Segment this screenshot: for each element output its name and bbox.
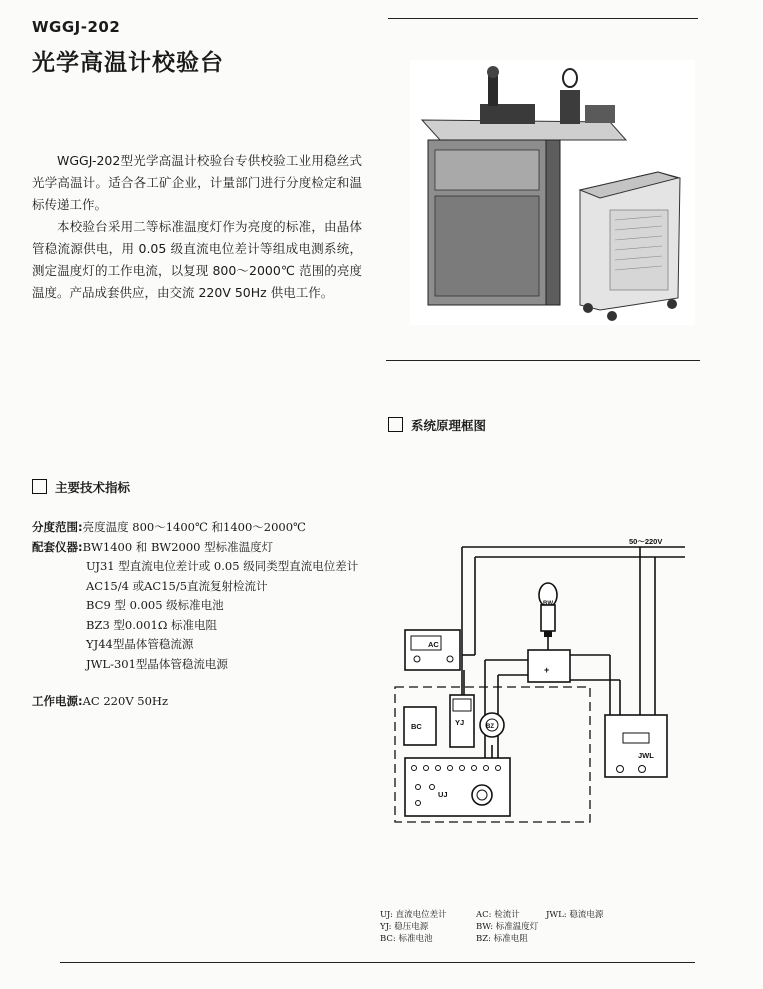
middle-rule — [386, 360, 700, 361]
legend-item: BC: 标准电池 — [380, 934, 433, 944]
description-paragraph-2: 本校验台采用二等标准温度灯作为亮度的标准，由晶体管稳流源供电，用 0.05 级直流电位差计等组成电测系统，测定温度灯的工作电流，以复现 800～2000℃ 范围的亮度温度。产品成套供应，由交流 220V 50Hz 供电工作。 — [32, 219, 362, 300]
checkbox-square-icon — [388, 417, 403, 432]
legend-item: BZ: 标准电阻 — [476, 934, 528, 944]
bw-label: BW — [543, 601, 553, 607]
diagram-heading — [388, 416, 486, 434]
legend-item: UJ: 直流电位差计 — [380, 910, 447, 920]
checkbox-square-icon — [32, 479, 47, 494]
spec-power-row — [32, 692, 362, 712]
diagram-legend — [380, 909, 700, 945]
spec-instruments-row — [32, 538, 362, 558]
product-photo — [410, 60, 695, 325]
supply-voltage-label: 50～220V — [629, 537, 663, 546]
specs-list — [32, 518, 362, 712]
legend-item — [546, 933, 656, 945]
spec-instrument-item: AC15/4 或AC15/5直流复射检流计 — [86, 578, 268, 593]
bottom-rule — [60, 962, 695, 963]
spec-instrument-item: BC9 型 0.005 级标准电池 — [86, 598, 224, 612]
uj-label: UJ — [438, 790, 448, 799]
ac-label: AC — [428, 640, 439, 649]
spec-instruments-label: 配套仪器: — [32, 539, 83, 554]
specs-heading-text: 主要技术指标 — [55, 480, 131, 495]
spec-instrument-item: BZ3 型0.001Ω 标准电阻 — [86, 617, 218, 632]
jwl-label: JWL — [638, 751, 654, 760]
spec-instrument-item: UJ31 型直流电位差计或 0.05 级同类型直流电位差计 — [86, 559, 359, 573]
spec-instrument-item: JWL-301型晶体管稳流电源 — [86, 656, 228, 671]
diagram-heading-text: 系统原理框图 — [411, 418, 487, 433]
spec-power-label: 工作电源: — [32, 694, 83, 708]
specs-heading — [32, 478, 130, 496]
spec-instrument-item: BW1400 和 BW2000 型标准温度灯 — [82, 539, 274, 554]
legend-item — [546, 921, 656, 933]
legend-item: BW: 标准温度灯 — [476, 922, 539, 932]
bz-element-label: BZ — [486, 724, 494, 730]
legend-item: JWL: 稳流电源 — [546, 910, 604, 920]
description-paragraph-1: WGGJ-202型光学高温计校验台专供校验工业用稳丝式光学高温计。适合各工矿企业，计量部门进行分度检定和温标传递工作。 — [32, 153, 362, 212]
yj-label: YJ — [455, 718, 465, 727]
spec-range-label: 分度范围: — [32, 520, 83, 534]
spec-range-row — [32, 518, 362, 538]
product-model: WGGJ-202 — [32, 18, 121, 36]
spec-power-value: AC 220V 50Hz — [82, 694, 169, 708]
spec-range-value: 亮度温度 800～1400℃ 和1400～2000℃ — [82, 520, 306, 534]
product-description — [32, 150, 362, 304]
spec-instrument-item: YJ44型晶体管稳流源 — [86, 637, 194, 651]
system-block-diagram — [380, 525, 700, 830]
bz-plus-sign: + — [544, 665, 550, 675]
product-title: 光学高温计校验台 — [32, 50, 224, 76]
bc-label: BC — [411, 722, 422, 731]
legend-item: AC: 检流计 — [476, 910, 520, 920]
legend-item: YJ: 稳压电源 — [380, 922, 429, 932]
top-rule — [388, 18, 698, 19]
